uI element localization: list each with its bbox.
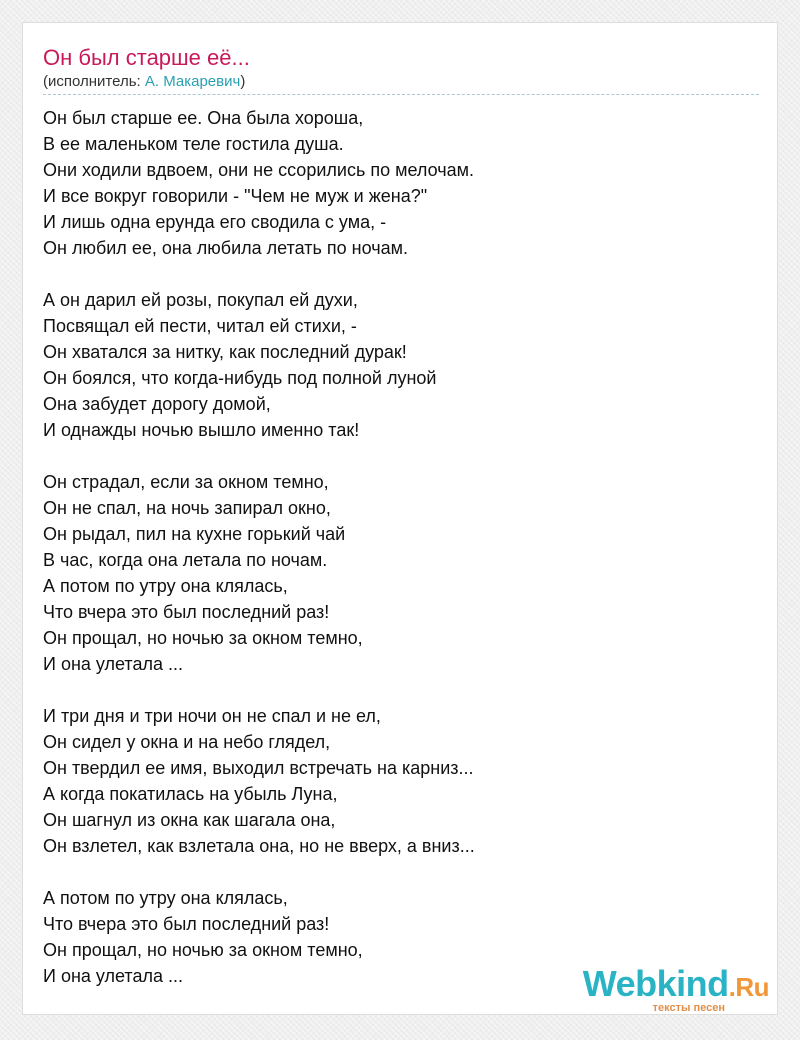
lyric-line: Он шагнул из окна как шагала она,: [43, 810, 336, 830]
lyric-line: А потом по утру она клялась,: [43, 576, 288, 596]
lyric-line: Посвящал ей пести, читал ей стихи, -: [43, 316, 357, 336]
lyric-line: Она забудет дорогу домой,: [43, 394, 271, 414]
lyric-line: Он твердил ее имя, выходил встречать на карниз...: [43, 758, 474, 778]
artist-link[interactable]: А. Макаревич: [144, 73, 241, 90]
artist-suffix: ): [240, 73, 246, 90]
lyrics-text: [43, 105, 475, 1015]
title-divider: [43, 94, 759, 95]
stanza: [43, 703, 475, 859]
logo-tld: .Ru: [728, 972, 769, 1002]
lyric-line: Он любил ее, она любила летать по ночам.: [43, 238, 408, 258]
lyric-line: А он дарил ей розы, покупал ей духи,: [43, 290, 358, 310]
lyric-line: Он хватался за нитку, как последний дурак!: [43, 342, 407, 362]
lyric-line: В час, когда она летала по ночам.: [43, 550, 328, 570]
lyric-line: Что вчера это был последний раз!: [43, 914, 330, 934]
artist-prefix: (исполнитель:: [43, 73, 145, 90]
lyric-line: И три дня и три ночи он не спал и не ел,: [43, 706, 381, 726]
stanza: [43, 287, 475, 443]
lyric-line: Он страдал, если за окном темно,: [43, 472, 329, 492]
lyric-line: И лишь одна ерунда его сводила с ума, -: [43, 212, 387, 232]
logo-name: Webkind: [582, 963, 729, 1004]
stanza: [43, 105, 475, 261]
logo-wordmark: [583, 965, 769, 1006]
lyric-line: И однажды ночью вышло именно так!: [43, 420, 360, 440]
lyric-line: Он прощал, но ночью за окном темно,: [43, 940, 363, 960]
stanza: [43, 885, 475, 989]
lyric-line: И она улетала ...: [43, 654, 183, 674]
lyrics-card: [22, 22, 778, 1015]
lyric-line: И она улетала ...: [43, 966, 183, 986]
lyric-line: В ее маленьком теле гостила душа.: [43, 134, 344, 154]
lyric-line: А когда покатилась на убыль Луна,: [43, 784, 338, 804]
lyric-line: И все вокруг говорили - "Чем не муж и жена?": [43, 186, 428, 206]
lyric-line: Он был старше ее. Она была хороша,: [43, 108, 364, 128]
song-title: Он был старше её...: [43, 45, 250, 70]
lyric-line: Он прощал, но ночью за окном темно,: [43, 628, 363, 648]
lyric-line: Он не спал, на ночь запирал окно,: [43, 498, 331, 518]
lyric-line: Они ходили вдвоем, они не ссорились по мелочам.: [43, 160, 474, 180]
site-logo[interactable]: [583, 965, 769, 1014]
artist-line: [43, 73, 245, 91]
lyric-line: Он рыдал, пил на кухне горький чай: [43, 524, 346, 544]
lyric-line: Что вчера это был последний раз!: [43, 602, 330, 622]
lyric-line: Он боялся, что когда-нибудь под полной луной: [43, 368, 437, 388]
logo-tagline: тексты песен: [652, 1002, 725, 1014]
lyric-line: Он сидел у окна и на небо глядел,: [43, 732, 331, 752]
stanza: [43, 469, 475, 677]
lyric-line: А потом по утру она клялась,: [43, 888, 288, 908]
lyric-line: Он взлетел, как взлетала она, но не вверх, а вниз...: [43, 836, 475, 856]
